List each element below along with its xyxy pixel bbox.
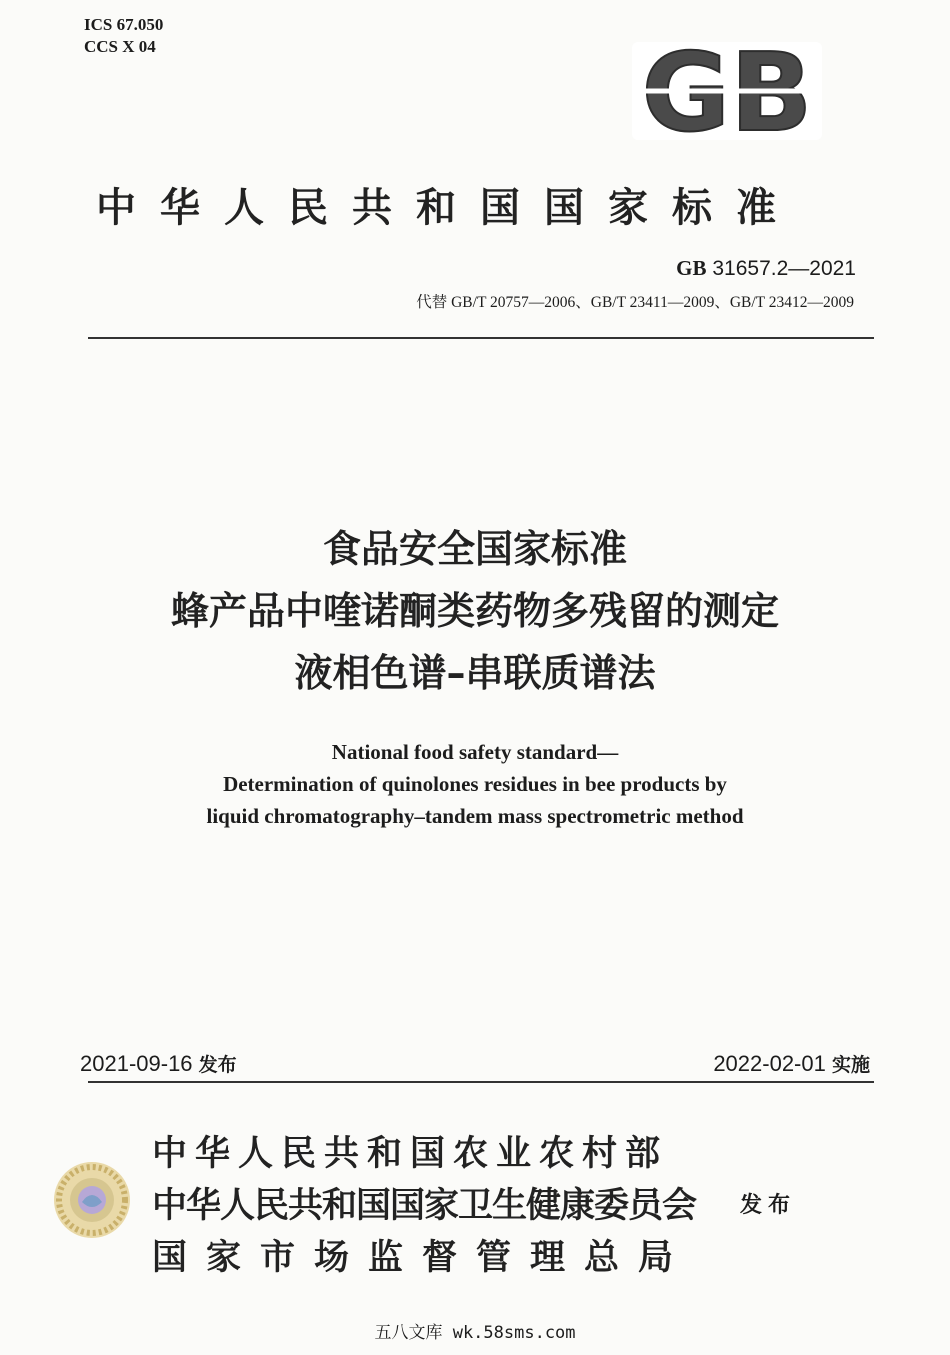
country-standard-title: 中华人民共和国国家标准	[96, 184, 800, 231]
gb-logo-text: GB	[641, 42, 813, 140]
replaces-standards: 代替 GB/T 20757—2006、GB/T 23411—2009、GB/T 23412—2009	[416, 294, 854, 311]
title-cn	[0, 518, 950, 704]
ccs-code: CCS X 04	[84, 37, 156, 56]
national-emblem-icon	[52, 1160, 132, 1240]
issue-date-word: 发布	[198, 1054, 237, 1076]
title-en-line-3: liquid chromatography–tandem mass spectrometric method	[206, 804, 744, 828]
issuer-3: 国家市场监督管理总局	[152, 1237, 693, 1278]
top-divider	[88, 337, 874, 339]
title-en	[0, 736, 950, 832]
title-en-line-2: Determination of quinolones residues in bee products by	[223, 772, 727, 796]
gb-logo	[632, 42, 822, 140]
title-cn-line-2: 蜂产品中喹诺酮类药物多残留的测定	[170, 589, 779, 633]
standard-code: 31657.2—2021	[712, 257, 856, 280]
bottom-divider	[88, 1081, 874, 1083]
issuers-issue-word: 发布	[740, 1192, 797, 1218]
issue-date: 2021-09-16	[80, 1051, 193, 1076]
classification-codes	[84, 14, 163, 58]
title-cn-line-1: 食品安全国家标准	[322, 527, 627, 571]
title-en-line-1: National food safety standard—	[331, 740, 619, 764]
implementation-date: 2022-02-01	[713, 1051, 826, 1076]
standard-prefix: GB	[676, 256, 707, 280]
issuer-1: 中华人民共和国农业农村部	[152, 1133, 669, 1174]
standard-number	[676, 256, 856, 281]
issue-date-block	[80, 1050, 237, 1077]
implementation-date-word: 实施	[831, 1054, 870, 1076]
footer-watermark: 五八文库 wk.58sms.com	[374, 1323, 576, 1343]
implementation-date-block	[713, 1050, 870, 1077]
issuer-2: 中华人民共和国国家卫生健康委员会	[152, 1185, 697, 1226]
ics-code: ICS 67.050	[84, 15, 164, 34]
title-cn-line-3: 液相色谱–串联质谱法	[294, 651, 656, 695]
